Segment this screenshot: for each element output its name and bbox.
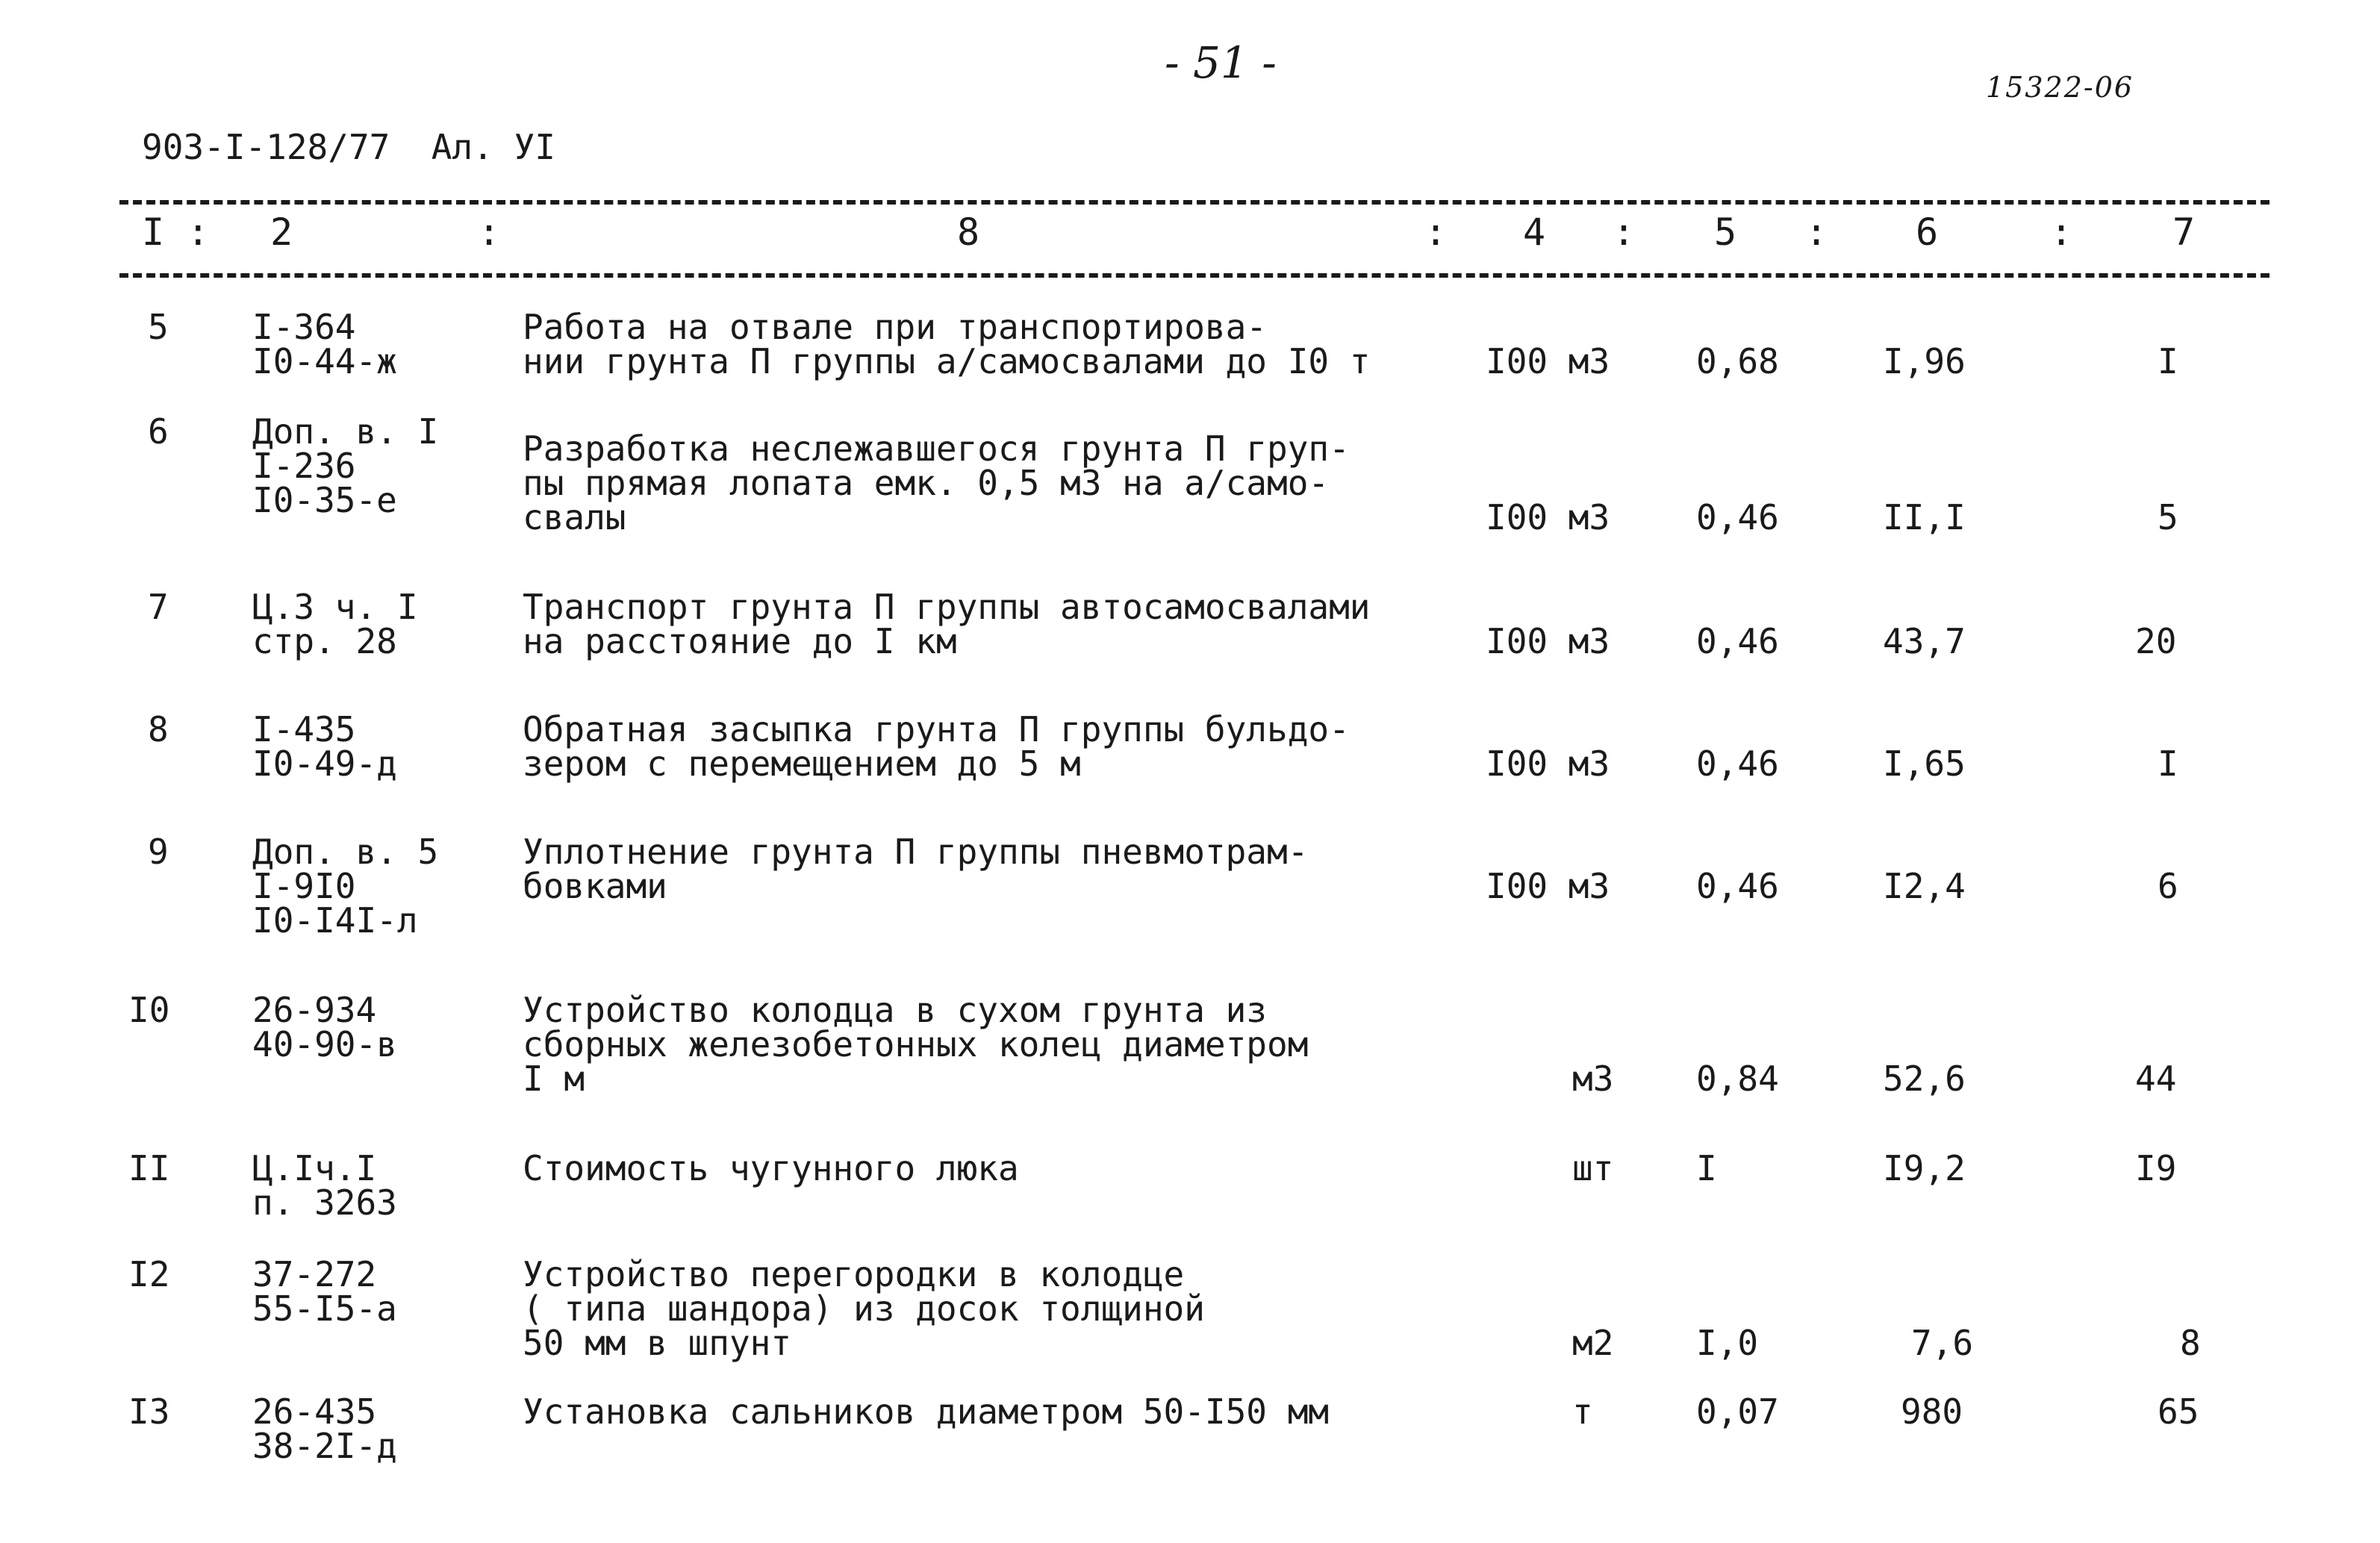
header-separator: : xyxy=(1424,211,1448,254)
row-total: I xyxy=(2158,744,2178,784)
row-unit-price: 43,7 xyxy=(1883,621,1966,661)
row-unit-price: I2,4 xyxy=(1883,866,1966,906)
row-unit: I00 м3 xyxy=(1486,497,1610,537)
row-quantity: I xyxy=(1696,1148,1717,1188)
row-description: Работа на отвале при транспортирова- нии грунта П группы а/самосвалами до I0 т xyxy=(523,307,1371,381)
header-col-1: I : xyxy=(142,211,210,254)
row-unit-price: 7,6 xyxy=(1911,1323,1974,1363)
row-unit: I00 м3 xyxy=(1486,866,1610,906)
row-quantity: 0,46 xyxy=(1696,744,1779,784)
row-description: Транспорт грунта П группы автосамосвалами на расстояние до I км xyxy=(523,587,1371,661)
row-code: Ц.3 ч. I стр. 28 xyxy=(252,587,418,661)
row-number: 7 xyxy=(148,587,169,627)
header-col-3: 8 xyxy=(957,211,980,254)
row-unit: шт xyxy=(1572,1148,1614,1188)
row-quantity: 0,68 xyxy=(1696,341,1779,381)
header-col-2: 2 xyxy=(270,211,293,254)
row-unit-price: II,I xyxy=(1883,497,1966,537)
header-col-4: 4 xyxy=(1523,211,1546,254)
row-unit: м2 xyxy=(1572,1323,1614,1363)
row-code: Ц.Iч.I п. 3263 xyxy=(252,1148,397,1223)
row-number: II xyxy=(128,1148,170,1188)
row-quantity: I,0 xyxy=(1696,1323,1759,1363)
row-unit-price: I,65 xyxy=(1883,744,1966,784)
header-separator: : xyxy=(478,211,501,254)
row-unit: т xyxy=(1572,1391,1593,1432)
row-quantity: 0,46 xyxy=(1696,497,1779,537)
row-code: Доп. в. 5 I-9I0 I0-I4I-л xyxy=(252,832,439,941)
row-unit: I00 м3 xyxy=(1486,744,1610,784)
row-number: I2 xyxy=(128,1254,170,1294)
row-total: I xyxy=(2158,341,2178,381)
page-number: - 51 - xyxy=(1165,37,1277,88)
row-quantity: 0,46 xyxy=(1696,866,1779,906)
header-col-5: 5 xyxy=(1714,211,1737,254)
row-total: 8 xyxy=(2180,1323,2201,1363)
row-quantity: 0,07 xyxy=(1696,1391,1779,1432)
table-top-rule xyxy=(119,200,2270,205)
row-code: I-435 I0-49-д xyxy=(252,709,397,784)
row-unit-price: I,96 xyxy=(1883,341,1966,381)
header-separator: : xyxy=(1613,211,1636,254)
handwritten-sheet-number: 15322-06 xyxy=(1986,71,2134,104)
row-unit-price: I9,2 xyxy=(1883,1148,1966,1188)
row-number: 8 xyxy=(148,709,169,749)
row-number: 5 xyxy=(148,307,169,347)
row-quantity: 0,46 xyxy=(1696,621,1779,661)
row-total: 44 xyxy=(2135,1059,2177,1099)
row-unit-price: 980 xyxy=(1901,1391,1963,1432)
document-code: 903-I-128/77 Ал. УI xyxy=(142,127,555,167)
row-unit: I00 м3 xyxy=(1486,621,1610,661)
row-unit: м3 xyxy=(1572,1059,1614,1099)
row-total: 6 xyxy=(2158,866,2178,906)
row-number: 9 xyxy=(148,832,169,872)
row-number: I3 xyxy=(128,1391,170,1432)
header-separator: : xyxy=(1805,211,1828,254)
row-code: I-364 I0-44-ж xyxy=(252,307,397,381)
row-quantity: 0,84 xyxy=(1696,1059,1779,1099)
row-description: Обратная засыпка грунта П группы бульдо- зером с перемещением до 5 м xyxy=(523,709,1350,784)
row-description: Установка сальников диаметром 50-I50 мм xyxy=(523,1391,1330,1432)
header-col-6: 6 xyxy=(1916,211,1939,254)
row-total: I9 xyxy=(2135,1148,2177,1188)
row-description: Разработка неслежавшегося грунта П груп- пы прямая лопата емк. 0,5 м3 на а/само- свалы xyxy=(523,428,1350,537)
row-unit-price: 52,6 xyxy=(1883,1059,1966,1099)
header-col-7: 7 xyxy=(2172,211,2196,254)
row-description: Устройство перегородки в колодце ( типа шандора) из досок толщиной 50 мм в шпунт xyxy=(523,1254,1205,1363)
row-unit: I00 м3 xyxy=(1486,341,1610,381)
row-total: 5 xyxy=(2158,497,2178,537)
row-code: 26-435 38-2I-д xyxy=(252,1391,397,1466)
row-code: Доп. в. I I-236 I0-35-е xyxy=(252,411,439,520)
row-number: I0 xyxy=(128,990,170,1030)
table-header-rule xyxy=(119,273,2270,278)
row-total: 65 xyxy=(2158,1391,2199,1432)
row-code: 37-272 55-I5-а xyxy=(252,1254,397,1329)
row-code: 26-934 40-90-в xyxy=(252,990,397,1064)
row-description: Устройство колодца в сухом грунта из сборных железобетонных колец диаметром I м xyxy=(523,990,1309,1099)
row-description: Уплотнение грунта П группы пневмотрам- бовками xyxy=(523,832,1309,906)
row-number: 6 xyxy=(148,411,169,452)
row-total: 20 xyxy=(2135,621,2177,661)
header-separator: : xyxy=(2050,211,2073,254)
row-description: Стоимость чугунного люка xyxy=(523,1148,1019,1188)
